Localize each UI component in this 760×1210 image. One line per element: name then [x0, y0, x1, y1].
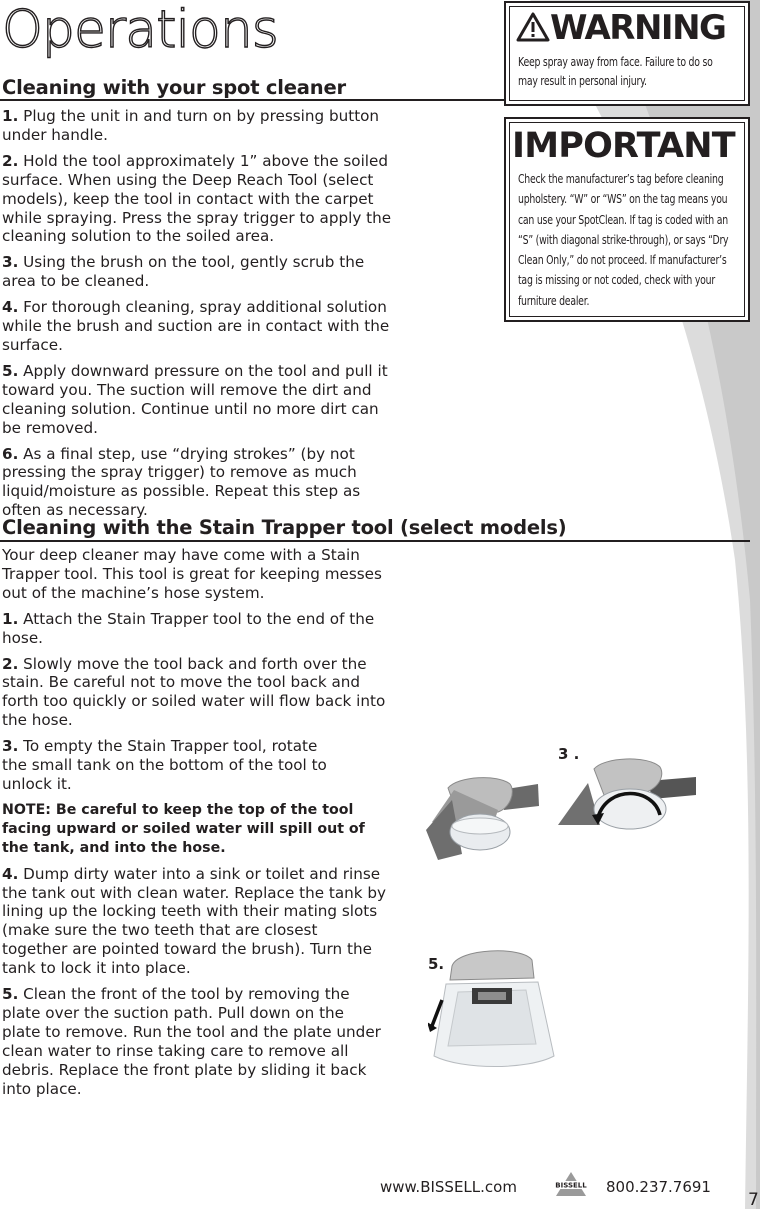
step-5: 5. Clean the front of the tool by removing the plate over the suction path. Pull down on the plate to remove. Run the tool and the plate under clean water to rinse taking care to remove all debris. Replace the front plate by sliding it back into place. — [2, 985, 381, 1098]
tank-rotation-illustration — [548, 755, 698, 835]
step-2: 2. Hold the tool approximately 1” above the soiled surface. When using the Deep Reach Tool (select models), keep the tool in contact with the carpet while spraying. Press the spray trigger to apply the cleaning solution to the soiled area. — [2, 151, 392, 246]
step-5: 5. Apply downward pressure on the tool and pull it toward you. The suction will remove the dirt and cleaning solution. Continue until no more dirt can be removed. — [2, 361, 388, 437]
step-4: 4. For thorough cleaning, spray additional solution while the brush and suction are in contact with the surface. — [2, 298, 390, 354]
important-title: IMPORTANT — [512, 126, 735, 166]
stain-trapper-steps — [2, 546, 386, 1105]
step-1: 1. Attach the Stain Trapper tool to the end of the hose. — [2, 609, 375, 647]
bissell-logo-text: BISSELL — [555, 1181, 587, 1190]
heading-rule — [0, 540, 750, 542]
step-1: 1. Plug the unit in and turn on by pressing button under handle. — [2, 107, 380, 144]
warning-text: Keep spray away from face. Failure to do so may result in personal injury. — [518, 55, 713, 88]
step-3: 3. Using the brush on the tool, gently scrub the area to be cleaned. — [2, 253, 365, 291]
step-6: 6. As a final step, use “drying strokes” (by not pressing the spray trigger) to remove as much liquid/moisture as possible. Repeat this step as often as necessary. — [2, 444, 361, 520]
spot-cleaner-steps — [2, 107, 396, 527]
footer-phone: 800.237.7691 — [606, 1178, 711, 1196]
figure-3-label: 3 . — [558, 745, 580, 763]
bissell-logo-icon — [550, 1170, 592, 1200]
intro: Your deep cleaner may have come with a Stain Trapper tool. This tool is great for keeping messes out of the machine’s hose system. — [2, 546, 382, 602]
step-3: 3. To empty the Stain Trapper tool, rotate the small tank on the bottom of the tool to unlock it. — [2, 737, 327, 793]
section-heading-stain-trapper: Cleaning with the Stain Trapper tool (select models) — [2, 516, 567, 539]
page-title: Operations — [2, 0, 278, 60]
warning-title: WARNING — [550, 8, 726, 48]
stain-trapper-tool-illustration — [418, 770, 540, 862]
warning-triangle-icon — [516, 12, 550, 42]
important-text: Check the manufacturer’s tag before cleaning upholstery. “W” or “WS” on the tag means you can use your SpotClean. If tag is coded with an “S” (with diagonal strike-through), or says “Dry Clean Only,” do not proceed. If manufacturer’s tag is missing or not coded, check with your furniture dealer. — [518, 172, 729, 308]
important-box — [504, 117, 750, 322]
page-number: 7 — [748, 1190, 759, 1210]
figure-5-label: 5. — [428, 955, 445, 973]
footer-website: www.BISSELL.com — [380, 1178, 517, 1196]
section-heading-spot-cleaner: Cleaning with your spot cleaner — [2, 76, 346, 99]
step-2: 2. Slowly move the tool back and forth over the stain. Be careful not to move the tool back and forth too quickly or soiled water will flow back into the hose. — [2, 654, 386, 730]
plate-removal-illustration — [428, 944, 558, 1072]
step-4: 4. Dump dirty water into a sink or toilet and rinse the tank out with clean water. Replace the tank by lining up the locking teeth with their mating slots (make sure the two teeth that are closest together are pointed toward the brush). Turn the tank to lock it into place. — [2, 864, 387, 978]
heading-rule — [0, 99, 508, 101]
note: NOTE: Be careful to keep the top of the tool facing upward or soiled water will spill out of the tank, and into the hose. — [2, 801, 365, 856]
warning-box — [504, 1, 750, 106]
